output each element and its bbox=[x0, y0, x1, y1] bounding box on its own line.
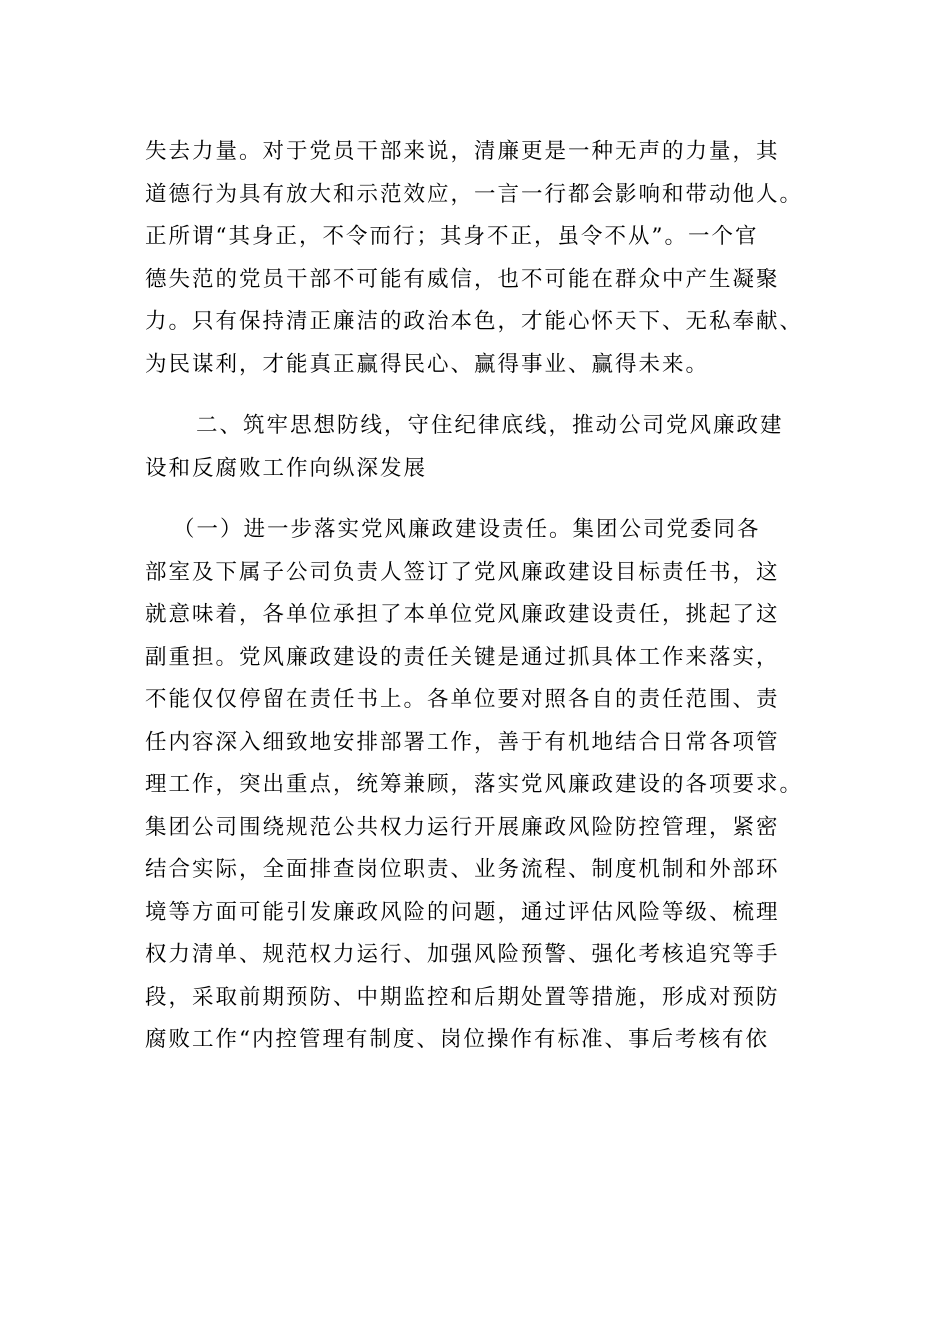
text-line: 力。只有保持清正廉洁的政治本色，才能心怀天下、无私奉献、 bbox=[145, 309, 804, 334]
heading-line: 二、筑牢思想防线，守住纪律底线，推动公司党风廉政建 bbox=[196, 413, 784, 438]
text-line: 结合实际，全面排查岗位职责、业务流程、制度机制和外部环 bbox=[145, 857, 780, 882]
text-line: 理工作，突出重点，统筹兼顾，落实党风廉政建设的各项要求。 bbox=[145, 772, 804, 797]
text-line: 腐败工作“内控管理有制度、岗位操作有标准、事后考核有依 bbox=[145, 1027, 769, 1052]
text-line: 正所谓“其身正，不令而行；其身不正，虽令不从”。一个官 bbox=[145, 224, 759, 249]
text-line: 就意味着，各单位承担了本单位党风廉政建设责任，挑起了这 bbox=[145, 602, 780, 627]
document-body bbox=[145, 131, 825, 1062]
text-line: 部室及下属子公司负责人签订了党风廉政建设目标责任书，这 bbox=[145, 559, 780, 585]
section-heading bbox=[145, 405, 825, 490]
heading-line: 设和反腐败工作向纵深发展 bbox=[145, 455, 428, 481]
text-line: 集团公司围绕规范公共权力运行开展廉政风险防控管理，紧密 bbox=[145, 814, 780, 840]
text-line: 不能仅仅停留在责任书上。各单位要对照各自的责任范围、责 bbox=[145, 687, 780, 712]
paragraph-gap bbox=[145, 386, 825, 405]
paragraph-gap bbox=[145, 490, 825, 509]
text-line: 任内容深入细致地安排部署工作，善于有机地结合日常各项管 bbox=[145, 729, 780, 755]
text-line: （一）进一步落实党风廉政建设责任。集团公司党委同各 bbox=[173, 517, 761, 542]
text-line: 失去力量。对于党员干部来说，清廉更是一种无声的力量，其 bbox=[145, 139, 780, 164]
text-line: 段，采取前期预防、中期监控和后期处置等措施，形成对预防 bbox=[145, 984, 780, 1010]
body-paragraph bbox=[145, 509, 825, 1062]
text-line: 权力清单、规范权力运行、加强风险预警、强化考核追究等手 bbox=[145, 942, 780, 967]
body-paragraph bbox=[145, 131, 825, 386]
text-line: 德失范的党员干部不可能有威信，也不可能在群众中产生凝聚 bbox=[145, 266, 780, 292]
text-line: 为民谋利，才能真正赢得民心、赢得事业、赢得未来。 bbox=[145, 351, 710, 377]
text-line: 境等方面可能引发廉政风险的问题，通过评估风险等级、梳理 bbox=[145, 899, 780, 925]
text-line: 副重担。党风廉政建设的责任关键是通过抓具体工作来落实， bbox=[145, 644, 780, 670]
text-line: 道德行为具有放大和示范效应，一言一行都会影响和带动他人。 bbox=[145, 181, 804, 207]
